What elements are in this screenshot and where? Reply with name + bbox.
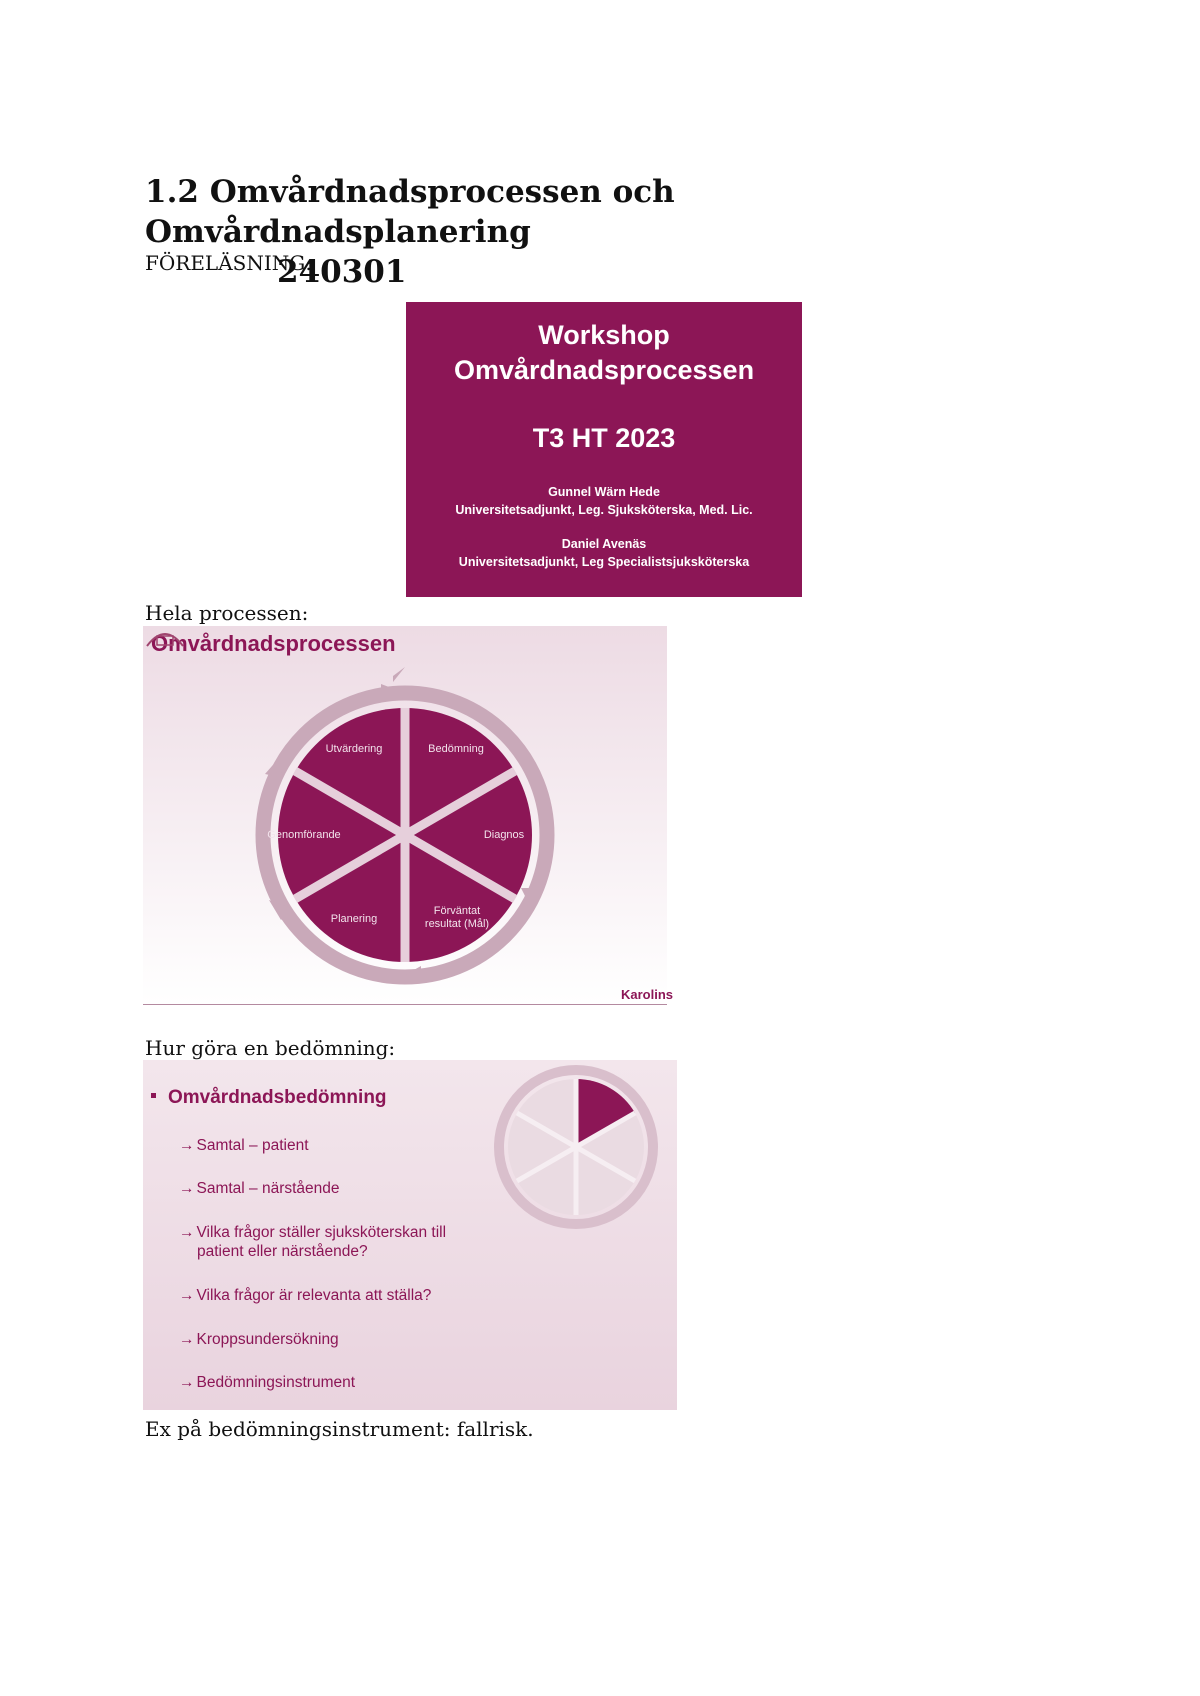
list-item: → Vilka frågor ställer sjuksköterskan till patient eller närstående? bbox=[179, 1224, 447, 1260]
segment-bedomning: Bedömning bbox=[428, 743, 484, 755]
label-forelasning: FÖRELÄSNING: bbox=[145, 251, 312, 275]
slide1-line2: Omvårdnadsprocessen bbox=[453, 355, 755, 385]
arrow-right-icon: → bbox=[179, 1137, 195, 1154]
slide1-person2-name: Daniel Avenäs bbox=[561, 537, 647, 551]
slide1-person2-title: Universitetsadjunkt, Leg Specialistsjuksköterska bbox=[458, 555, 750, 569]
list-item: → Vilka frågor är relevanta att ställa? bbox=[179, 1287, 432, 1304]
slide1-person1-title: Universitetsadjunkt, Leg. Sjuksköterska, Med. Lic. bbox=[455, 503, 753, 517]
label-ex-bedomningsinstrument: Ex på bedömningsinstrument: fallrisk. bbox=[145, 1417, 534, 1441]
segment-planering: Planering bbox=[330, 913, 378, 925]
arrow-right-icon: → bbox=[179, 1331, 195, 1348]
university-seal-icon bbox=[143, 626, 187, 648]
title-date: 240301 bbox=[277, 254, 407, 290]
segment-diagnos: Diagnos bbox=[483, 829, 525, 841]
segment-genomforande: Genomförande bbox=[267, 829, 341, 841]
list-item: → Samtal – patient bbox=[179, 1137, 309, 1154]
bullet-square-icon bbox=[151, 1093, 156, 1098]
list-item: → Bedömningsinstrument bbox=[179, 1374, 356, 1391]
slide2-title: Omvårdnadsprocessen bbox=[151, 631, 396, 656]
slide1-person1-name: Gunnel Wärn Hede bbox=[548, 485, 660, 499]
label-hela-processen: Hela processen: bbox=[145, 601, 309, 625]
segment-utvardering: Utvärdering bbox=[325, 743, 383, 755]
label-hur-gora: Hur göra en bedömning: bbox=[145, 1036, 396, 1060]
list-item: → Kroppsundersökning bbox=[179, 1331, 339, 1348]
arrow-right-icon: → bbox=[179, 1180, 195, 1197]
logo-text: Karolins bbox=[620, 987, 673, 1002]
process-wheel-diagram bbox=[143, 626, 667, 1004]
arrow-right-icon: → bbox=[179, 1224, 195, 1241]
slide1-line1: Workshop bbox=[538, 320, 670, 350]
segment-forvantat: Förväntat bbox=[433, 905, 481, 917]
slide-workshop-title bbox=[406, 302, 802, 597]
slide-process-wheel bbox=[143, 626, 673, 1005]
arrow-right-icon: → bbox=[179, 1374, 195, 1391]
slide-omvardnadsbedomning bbox=[143, 1060, 677, 1410]
slide1-line3: T3 HT 2023 bbox=[532, 423, 676, 453]
list-item: → Samtal – närstående bbox=[179, 1180, 340, 1197]
arrow-right-icon: → bbox=[179, 1287, 195, 1304]
ring-arrow bbox=[393, 667, 405, 682]
segment-resultat: resultat (Mål) bbox=[424, 918, 490, 930]
bullet-omvardnadsbedomning: Omvårdnadsbedömning bbox=[151, 1087, 387, 1109]
title-text: 1.2 Omvårdnadsprocessen och Omvårdnadsplanering bbox=[145, 174, 675, 250]
